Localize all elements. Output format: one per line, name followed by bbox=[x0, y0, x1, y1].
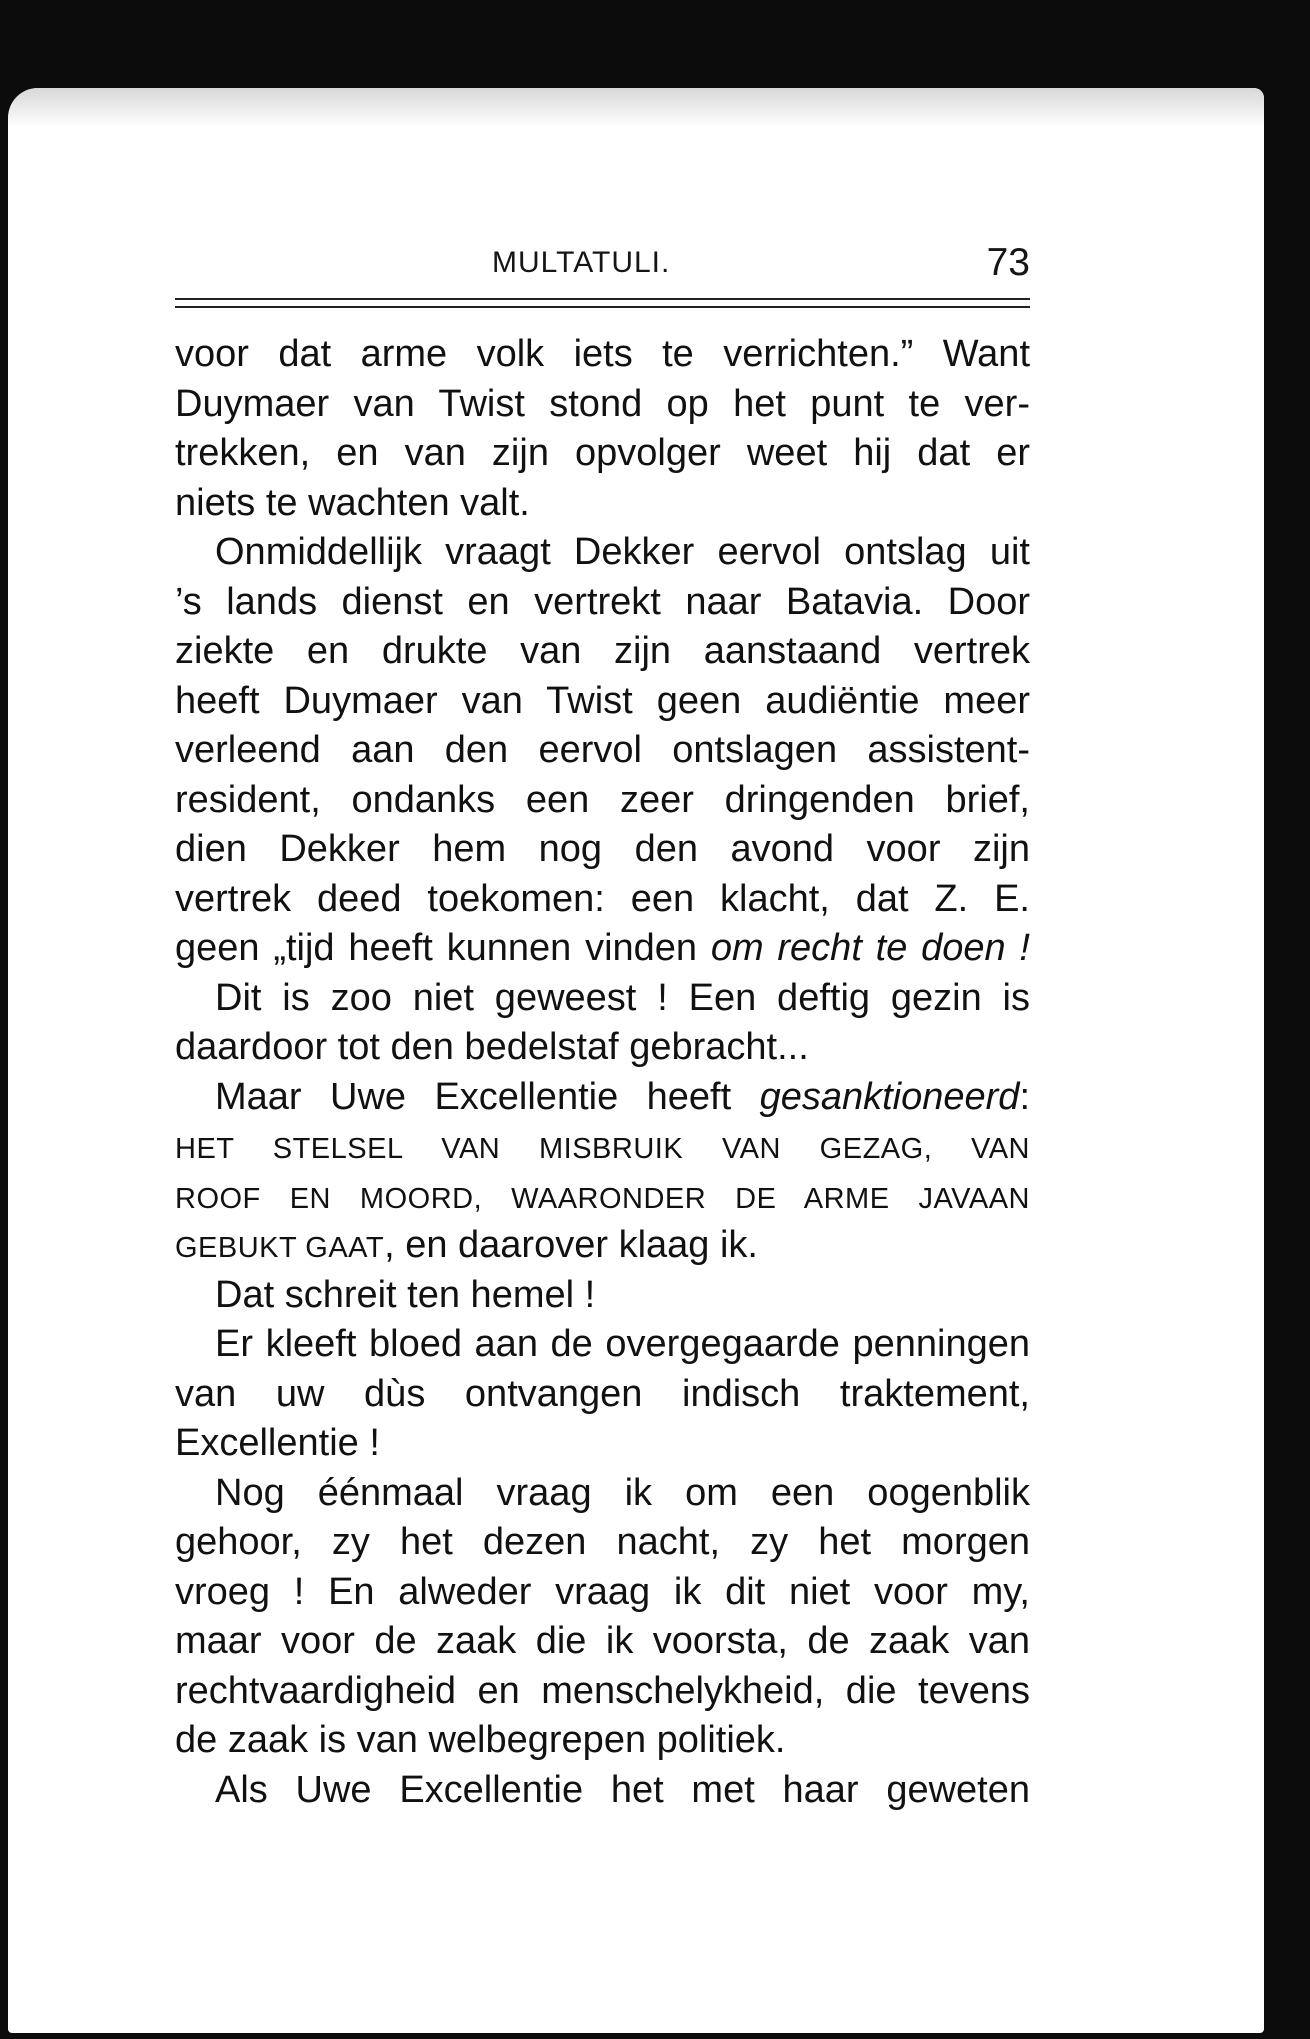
text-segment: : bbox=[1019, 1075, 1030, 1118]
text-line bbox=[175, 875, 1030, 925]
text-line bbox=[175, 726, 1030, 776]
text-segment: geen „tijd heeft kunnen vinden bbox=[175, 927, 711, 969]
running-head bbox=[175, 238, 1030, 288]
text-segment: , en daarover klaag ik. bbox=[384, 1224, 758, 1266]
text-line bbox=[175, 1667, 1030, 1717]
text-segment: Excellentie ! bbox=[175, 1422, 380, 1464]
text-line bbox=[175, 1122, 1030, 1172]
italic-text: om recht te doen ! bbox=[710, 927, 1030, 969]
text-segment: ’s lands dienst en vertrekt naar Batavia. Door bbox=[175, 580, 1030, 623]
text-segment: Dit is zoo niet geweest ! Een deftig gezin is bbox=[215, 976, 1030, 1019]
text-segment: heeft Duymaer van Twist geen audiëntie meer bbox=[175, 679, 1030, 722]
text-segment: rechtvaardigheid en menschelykheid, die tevens bbox=[175, 1669, 1030, 1712]
text-segment: van uw dùs ontvangen indisch traktement, bbox=[175, 1372, 1030, 1415]
text-line bbox=[175, 1716, 1030, 1766]
body-text bbox=[175, 330, 1030, 1815]
text-segment: Duymaer van Twist stond op het punt te ver- bbox=[175, 382, 1030, 425]
small-caps-text: ROOF EN MOORD, WAARONDER DE ARME JAVAAN bbox=[175, 1182, 1030, 1215]
text-segment: Als Uwe Excellentie het met haar geweten bbox=[215, 1768, 1030, 1811]
small-caps-text: GEBUKT GAAT bbox=[175, 1232, 385, 1264]
text-line bbox=[175, 330, 1030, 380]
text-segment: vroeg ! En alweder vraag ik dit niet voor my, bbox=[175, 1570, 1030, 1613]
text-segment: niets te wachten valt. bbox=[175, 481, 530, 524]
header-rule bbox=[175, 306, 1030, 308]
text-segment: vertrek deed toekomen: een klacht, dat Z. E. bbox=[175, 877, 1030, 920]
text-line bbox=[175, 1172, 1030, 1222]
text-segment: Maar Uwe Excellentie heeft bbox=[215, 1075, 760, 1118]
small-caps-text: HET STELSEL VAN MISBRUIK VAN GEZAG, VAN bbox=[175, 1133, 1030, 1165]
text-line bbox=[175, 1766, 1030, 1816]
text-line bbox=[175, 627, 1030, 677]
text-line bbox=[175, 429, 1030, 479]
text-segment: dien Dekker hem nog den avond voor zijn bbox=[175, 828, 1030, 870]
text-segment: verleend aan den eervol ontslagen assistent- bbox=[175, 729, 1030, 771]
text-line bbox=[175, 1221, 1030, 1271]
text-line bbox=[175, 1320, 1030, 1370]
text-line bbox=[175, 1469, 1030, 1519]
text-segment: ziekte en drukte van zijn aanstaand vertrek bbox=[175, 630, 1030, 672]
text-line bbox=[175, 924, 1030, 974]
text-line bbox=[175, 380, 1030, 430]
text-line bbox=[175, 1073, 1030, 1123]
text-line bbox=[175, 825, 1030, 875]
text-line bbox=[175, 677, 1030, 727]
text-line bbox=[175, 479, 1030, 529]
text-segment: Er kleeft bloed aan de overgegaarde penningen bbox=[215, 1323, 1030, 1365]
text-line bbox=[175, 1370, 1030, 1420]
text-segment: Dat schreit ten hemel ! bbox=[215, 1273, 596, 1316]
text-segment: daardoor tot den bedelstaf gebracht... bbox=[175, 1026, 809, 1068]
text-segment: gehoor, zy het dezen nacht, zy het morgen bbox=[175, 1521, 1030, 1563]
text-line bbox=[175, 1419, 1030, 1469]
text-line bbox=[175, 1271, 1030, 1321]
text-line bbox=[175, 1518, 1030, 1568]
text-line bbox=[175, 1023, 1030, 1073]
text-line bbox=[175, 528, 1030, 578]
header-rule bbox=[175, 298, 1030, 300]
text-segment: Nog éénmaal vraag ik om een oogenblik bbox=[215, 1471, 1030, 1514]
page-number: 73 bbox=[986, 241, 1030, 284]
text-line bbox=[175, 578, 1030, 628]
text-segment: Onmiddellijk vraagt Dekker eervol ontslag uit bbox=[215, 531, 1030, 573]
text-line bbox=[175, 776, 1030, 826]
text-segment: trekken, en van zijn opvolger weet hij dat er bbox=[175, 432, 1030, 474]
italic-text: gesanktioneerd bbox=[759, 1075, 1020, 1118]
text-line bbox=[175, 1617, 1030, 1667]
text-line bbox=[175, 1568, 1030, 1618]
text-segment: de zaak is van welbegrepen politiek. bbox=[175, 1719, 786, 1761]
running-title: MULTATULI. bbox=[492, 246, 671, 279]
text-segment: resident, ondanks een zeer dringenden brief, bbox=[175, 778, 1030, 821]
text-line bbox=[175, 974, 1030, 1024]
text-segment: voor dat arme volk iets te verrichten.” Want bbox=[175, 333, 1030, 375]
text-segment: maar voor de zaak die ik voorsta, de zaak van bbox=[175, 1620, 1030, 1662]
